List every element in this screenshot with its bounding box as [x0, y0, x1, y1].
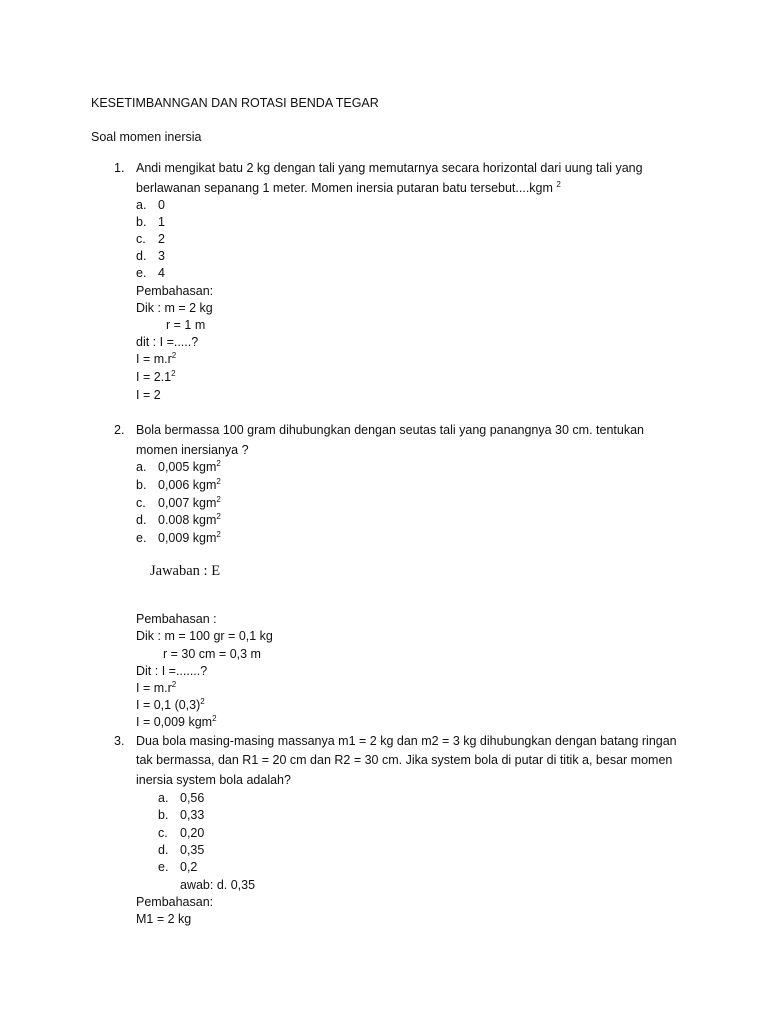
- asked: dit : I =.....?: [136, 335, 199, 349]
- option-value: 0,33: [180, 808, 205, 822]
- answer-key: Jawaban : E: [150, 563, 221, 579]
- formula-text: I = 0,009 kgm: [136, 715, 213, 729]
- pembahasan-label: Pembahasan :: [136, 612, 217, 626]
- option-value: 0,007 kgm: [158, 496, 217, 510]
- option-c: [136, 495, 221, 512]
- question-number: 2.: [114, 423, 125, 437]
- option-letter: a.: [136, 460, 147, 474]
- formula-result: I = 2: [136, 388, 161, 402]
- option-letter: c.: [136, 496, 146, 510]
- formula-step: [136, 680, 176, 697]
- superscript: 2: [216, 511, 221, 521]
- answer-key: awab: d. 0,35: [180, 878, 256, 892]
- option-value: 0,56: [180, 791, 205, 805]
- superscript: 2: [216, 529, 221, 539]
- formula-step: [136, 369, 176, 386]
- question-text: [136, 180, 561, 197]
- option-letter: d.: [158, 843, 169, 857]
- option-letter: c.: [158, 826, 168, 840]
- option-letter: d.: [136, 249, 147, 263]
- given-mass: Dik : m = 100 gr = 0,1 kg: [136, 629, 273, 643]
- option-d: [136, 512, 221, 529]
- formula-text: I = 2.1: [136, 370, 172, 384]
- formula-step: [136, 351, 176, 368]
- formula-result: [136, 714, 217, 731]
- superscript: 2: [212, 713, 217, 723]
- option-letter: e.: [136, 266, 147, 280]
- option-c: [136, 231, 165, 248]
- superscript: 2: [556, 179, 561, 189]
- superscript: 2: [216, 458, 221, 468]
- option-b: [136, 477, 221, 494]
- option-letter: a.: [136, 198, 147, 212]
- question-text: tak bermassa, dan R1 = 20 cm dan R2 = 30 cm. Jika system bola di putar di titik a, besar momen: [136, 753, 673, 767]
- section-subtitle: Soal momen inersia: [91, 130, 202, 144]
- option-value: 4: [158, 266, 165, 280]
- superscript: 2: [171, 679, 177, 689]
- option-letter: b.: [136, 478, 147, 492]
- option-value: 0,006 kgm: [158, 478, 217, 492]
- option-letter: b.: [136, 215, 147, 229]
- formula-text: I = m.r: [136, 681, 172, 695]
- superscript: 2: [200, 696, 205, 706]
- question-number: 3.: [114, 734, 125, 748]
- superscript: 2: [216, 494, 221, 504]
- option-c: [158, 825, 204, 842]
- option-a: [136, 197, 165, 214]
- option-b: [158, 807, 204, 824]
- superscript: 2: [171, 368, 176, 378]
- option-letter: d.: [136, 513, 147, 527]
- option-value: 0,2: [180, 860, 198, 874]
- option-value: 0,009 kgm: [158, 531, 217, 545]
- question-text: Bola bermassa 100 gram dihubungkan dengan seutas tali yang panangnya 30 cm. tentukan: [136, 423, 644, 437]
- option-d: [158, 842, 204, 859]
- superscript: 2: [216, 476, 221, 486]
- option-letter: c.: [136, 232, 146, 246]
- option-value: 0,20: [180, 826, 205, 840]
- question-text: Dua bola masing-masing massanya m1 = 2 kg dan m2 = 3 kg dihubungkan dengan batang ringan: [136, 734, 677, 748]
- option-value: 2: [158, 232, 165, 246]
- question-text: momen inersianya ?: [136, 443, 249, 457]
- option-value: 0: [158, 198, 165, 212]
- option-b: [136, 214, 165, 231]
- pembahasan-label: Pembahasan:: [136, 895, 214, 909]
- given-mass: M1 = 2 kg: [136, 912, 192, 926]
- option-value: 0.008 kgm: [158, 513, 217, 527]
- formula-text: I = 0,1 (0,3): [136, 698, 201, 712]
- option-value: 0,35: [180, 843, 205, 857]
- formula-step: [136, 697, 205, 714]
- option-letter: a.: [158, 791, 169, 805]
- question-text: Andi mengikat batu 2 kg dengan tali yang memutarnya secara horizontal dari uung tali yang: [136, 161, 643, 175]
- option-value: 0,005 kgm: [158, 460, 217, 474]
- option-a: [158, 790, 204, 807]
- option-letter: e.: [158, 860, 169, 874]
- document-title: KESETIMBANNGAN DAN ROTASI BENDA TEGAR: [91, 96, 379, 110]
- given-radius: r = 30 cm = 0,3 m: [163, 647, 261, 661]
- option-a: [136, 459, 221, 476]
- asked: Dit : I =.......?: [136, 664, 208, 678]
- option-letter: e.: [136, 531, 147, 545]
- superscript: 2: [171, 350, 177, 360]
- question-text: inersia system bola adalah?: [136, 773, 291, 787]
- option-value: 3: [158, 249, 165, 263]
- formula-text: I = m.r: [136, 352, 172, 366]
- option-e: [136, 530, 221, 547]
- pembahasan-label: Pembahasan:: [136, 284, 214, 298]
- given-mass: Dik : m = 2 kg: [136, 301, 213, 315]
- option-value: 1: [158, 215, 165, 229]
- option-e: [158, 859, 197, 876]
- option-e: [136, 265, 165, 282]
- question-text-main: berlawanan sepanang 1 meter. Momen inersia putaran batu tersebut....kgm: [136, 181, 553, 195]
- option-letter: b.: [158, 808, 169, 822]
- question-number: 1.: [114, 161, 125, 175]
- option-d: [136, 248, 165, 265]
- given-radius: r = 1 m: [166, 318, 206, 332]
